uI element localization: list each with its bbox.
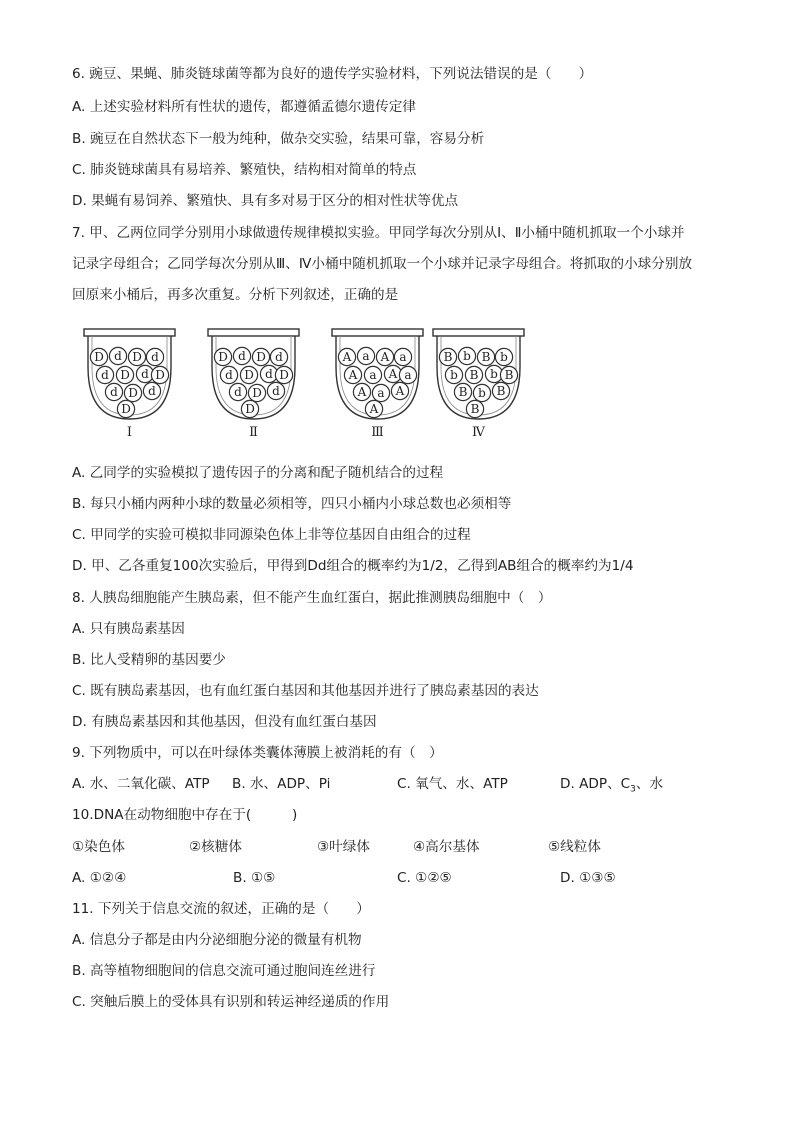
- q7-stem-line1: 7. 甲、乙两位同学分别用小球做遗传规律模拟实验。甲同学每次分别从Ⅰ、Ⅱ小桶中随机抓取一个小球并: [72, 225, 685, 241]
- ball-letter: a: [362, 349, 370, 364]
- q9-option-d-suffix: 、水: [635, 776, 664, 792]
- q7-option-c: C. 甲同学的实验可模拟非同源染色体上非等位基因自由组合的过程: [72, 527, 471, 543]
- ball-letter: B: [443, 350, 453, 365]
- bucket-rim: [433, 329, 524, 336]
- q11-stem: 11. 下列关于信息交流的叙述，正确的是（ ）: [72, 901, 370, 917]
- q10-option-a: A. ①②④: [72, 870, 127, 886]
- ball-letter: A: [348, 368, 358, 383]
- q9-option-d-prefix: D. ADP、C: [560, 776, 631, 792]
- ball-letter: A: [380, 350, 390, 365]
- q7-option-d: D. 甲、乙各重复100次实验后，甲得到Dd组合的概率约为1/2，乙得到AB组合的概率约为1/4: [72, 558, 634, 574]
- ball-letter: d: [265, 367, 273, 382]
- ball-letter: D: [155, 368, 165, 383]
- ball-letter: d: [110, 385, 118, 400]
- q6-stem: 6. 豌豆、果蝇、肺炎链球菌等都为良好的遗传学实验材料，下列说法错误的是（ ）: [72, 66, 593, 82]
- ball-letter: D: [279, 368, 289, 383]
- ball-letter: B: [504, 368, 514, 383]
- ball-letter: b: [463, 349, 471, 364]
- ball-letter: D: [120, 368, 130, 383]
- ball-letter: d: [225, 368, 233, 383]
- bucket-figure: [82, 327, 522, 449]
- q10-item-3: ③叶绿体: [317, 839, 370, 855]
- ball-letter: a: [404, 368, 412, 383]
- ball-letter: A: [342, 350, 352, 365]
- ball-letter: d: [114, 349, 122, 364]
- q7-option-b: B. 每只小桶内两种小球的数量必须相等，四只小桶内小球总数也必须相等: [72, 496, 512, 512]
- q10-item-2: ②核糖体: [189, 839, 242, 855]
- ball-letter: A: [388, 367, 398, 382]
- q11-option-c: C. 突触后膜上的受体具有识别和转运神经递质的作用: [72, 994, 390, 1010]
- q8-stem: 8. 人胰岛细胞能产生胰岛素，但不能产生血红蛋白，据此推测胰岛细胞中（ ）: [72, 590, 552, 606]
- q6-option-b: B. 豌豆在自然状态下一般为纯种，做杂交实验，结果可靠，容易分析: [72, 131, 485, 147]
- ball-letter: A: [395, 384, 405, 399]
- q10-item-1: ①染色体: [72, 839, 125, 855]
- q6-option-a: A. 上述实验材料所有性状的遗传，都遵循孟德尔遗传定律: [72, 99, 416, 115]
- q10-option-d: D. ①③⑤: [560, 870, 616, 886]
- ball-letter: b: [490, 367, 498, 382]
- ball-letter: d: [234, 385, 242, 400]
- ball-letter: b: [500, 350, 508, 365]
- ball-letter: a: [369, 368, 377, 383]
- ball-letter: b: [450, 368, 458, 383]
- q10-item-5: ⑤线粒体: [548, 839, 601, 855]
- q9-stem: 9. 下列物质中，可以在叶绿体类囊体薄膜上被消耗的有（ ）: [72, 745, 443, 761]
- ball-letter: D: [244, 368, 254, 383]
- ball-letter: d: [275, 350, 283, 365]
- ball-letter: a: [377, 386, 385, 401]
- ball-letter: D: [128, 386, 138, 401]
- bucket-4-label: Ⅳ: [472, 425, 485, 440]
- q8-option-c: C. 既有胰岛素基因，也有血红蛋白基因和其他基因并进行了胰岛素基因的表达: [72, 683, 539, 699]
- ball-letter: D: [132, 350, 142, 365]
- ball-letter: D: [94, 350, 104, 365]
- q9-option-d: [560, 774, 663, 800]
- q9-option-c: C. 氧气、水、ATP: [397, 776, 508, 792]
- q9-option-a: A. 水、二氧化碳、ATP: [72, 776, 210, 792]
- q10-items-row: [72, 837, 722, 857]
- bucket-2: [206, 327, 301, 422]
- ball-letter: D: [121, 402, 131, 417]
- ball-letter: b: [478, 386, 486, 401]
- bucket-1-label: Ⅰ: [126, 425, 133, 440]
- q7-option-a: A. 乙同学的实验模拟了遗传因子的分离和配子随机结合的过程: [72, 465, 444, 481]
- q8-option-a: A. 只有胰岛素基因: [72, 621, 185, 637]
- ball-letter: d: [151, 350, 159, 365]
- ball-letter: D: [252, 386, 262, 401]
- ball-letter: d: [148, 384, 156, 399]
- ball-letter: d: [101, 368, 109, 383]
- bucket-1: [82, 327, 177, 422]
- q9-options-row: [72, 774, 722, 794]
- ball-letter: a: [399, 350, 407, 365]
- bucket-2-label: Ⅱ: [249, 425, 258, 440]
- q7-stem-line3: 回原来小桶后，再多次重复。分析下列叙述，正确的是: [72, 287, 399, 303]
- bucket-4: [431, 327, 526, 422]
- ball-letter: B: [470, 402, 480, 417]
- bucket-rim: [208, 329, 299, 336]
- ball-letter: D: [256, 350, 266, 365]
- q8-option-d: D. 有胰岛素基因和其他基因，但没有血红蛋白基因: [72, 714, 377, 730]
- ball-letter: A: [369, 402, 379, 417]
- bucket-rim: [84, 329, 175, 336]
- ball-letter: B: [469, 368, 479, 383]
- q10-option-c: C. ①②⑤: [397, 870, 452, 886]
- q6-option-c: C. 肺炎链球菌具有易培养、繁殖快，结构相对简单的特点: [72, 162, 417, 178]
- ball-letter: D: [245, 402, 255, 417]
- q11-option-a: A. 信息分子都是由内分泌细胞分泌的微量有机物: [72, 932, 362, 948]
- q9-option-b: B. 水、ADP、Pi: [232, 776, 331, 792]
- q9-option-d-subscript: 3: [630, 784, 636, 795]
- ball-letter: B: [496, 384, 506, 399]
- q7-stem-line2: 记录字母组合；乙同学每次分别从Ⅲ、Ⅳ小桶中随机抓取一个小球并记录字母组合。将抓取的小球分别放: [72, 256, 693, 272]
- bucket-rim: [332, 329, 423, 336]
- ball-letter: D: [218, 350, 228, 365]
- q10-item-4: ④高尔基体: [413, 839, 480, 855]
- bucket-3: [330, 327, 425, 422]
- ball-letter: A: [357, 385, 367, 400]
- ball-letter: B: [481, 350, 491, 365]
- ball-letter: d: [238, 349, 246, 364]
- q8-option-b: B. 比人受精卵的基因要少: [72, 652, 226, 668]
- q10-stem: 10.DNA在动物细胞中存在于( ): [72, 807, 298, 823]
- q6-option-d: D. 果蝇有易饲养、繁殖快、具有多对易于区分的相对性状等优点: [72, 193, 459, 209]
- ball-letter: d: [141, 367, 149, 382]
- ball-letter: d: [272, 384, 280, 399]
- ball-letter: B: [458, 385, 468, 400]
- q11-option-b: B. 高等植物细胞间的信息交流可通过胞间连丝进行: [72, 963, 376, 979]
- q10-option-b: B. ①⑤: [233, 870, 276, 886]
- bucket-3-label: Ⅲ: [371, 425, 384, 440]
- q10-options-row: [72, 868, 722, 888]
